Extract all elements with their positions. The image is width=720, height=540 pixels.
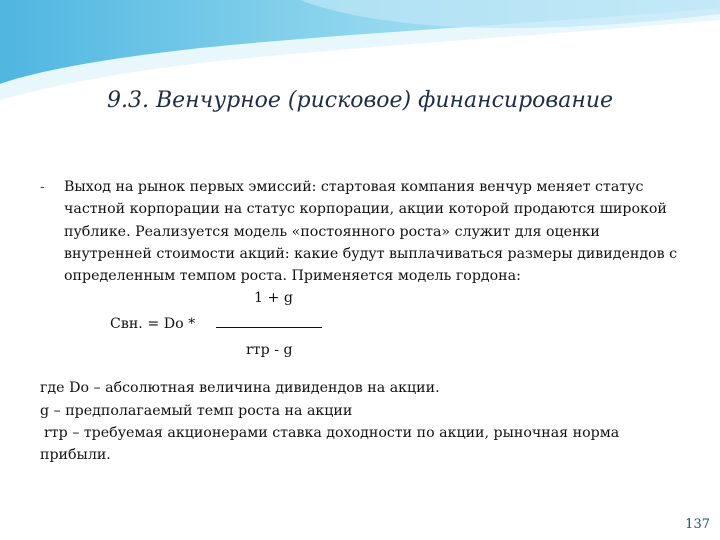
fraction-bar	[216, 327, 322, 328]
formula-denominator: rтр - g	[246, 342, 293, 359]
definitions	[40, 377, 680, 466]
slide-title: 9.3. Венчурное (рисковое) финансирование	[106, 88, 614, 113]
formula-lhs: Свн. = Do *	[110, 316, 196, 333]
definition-do: где Do – абсолютная величина дивидендов на акции.	[40, 380, 440, 397]
page-number: 137	[685, 517, 710, 532]
definition-rtr: rтр – требуемая акционерами ставка доходности по акции, рыночная норма прибыли.	[40, 425, 620, 464]
gordon-formula	[40, 287, 680, 377]
definition-g: g – предполагаемый темп роста на акции	[40, 402, 353, 419]
main-paragraph: Выход на рынок первых эмиссий: стартовая компания венчур меняет статус частной корпорации на статус корпорации, акции которой продаются широкой публике. Реализуется модель «постоянного роста» служит для оценки внутренней стоимости акций: какие будут выплачиваться размеры дивидендов с определенным темпом роста. Применяется модель гордона:	[64, 179, 678, 285]
slide-body	[40, 176, 680, 467]
formula-numerator: 1 + g	[254, 290, 294, 307]
bullet-marker: -	[40, 179, 45, 195]
